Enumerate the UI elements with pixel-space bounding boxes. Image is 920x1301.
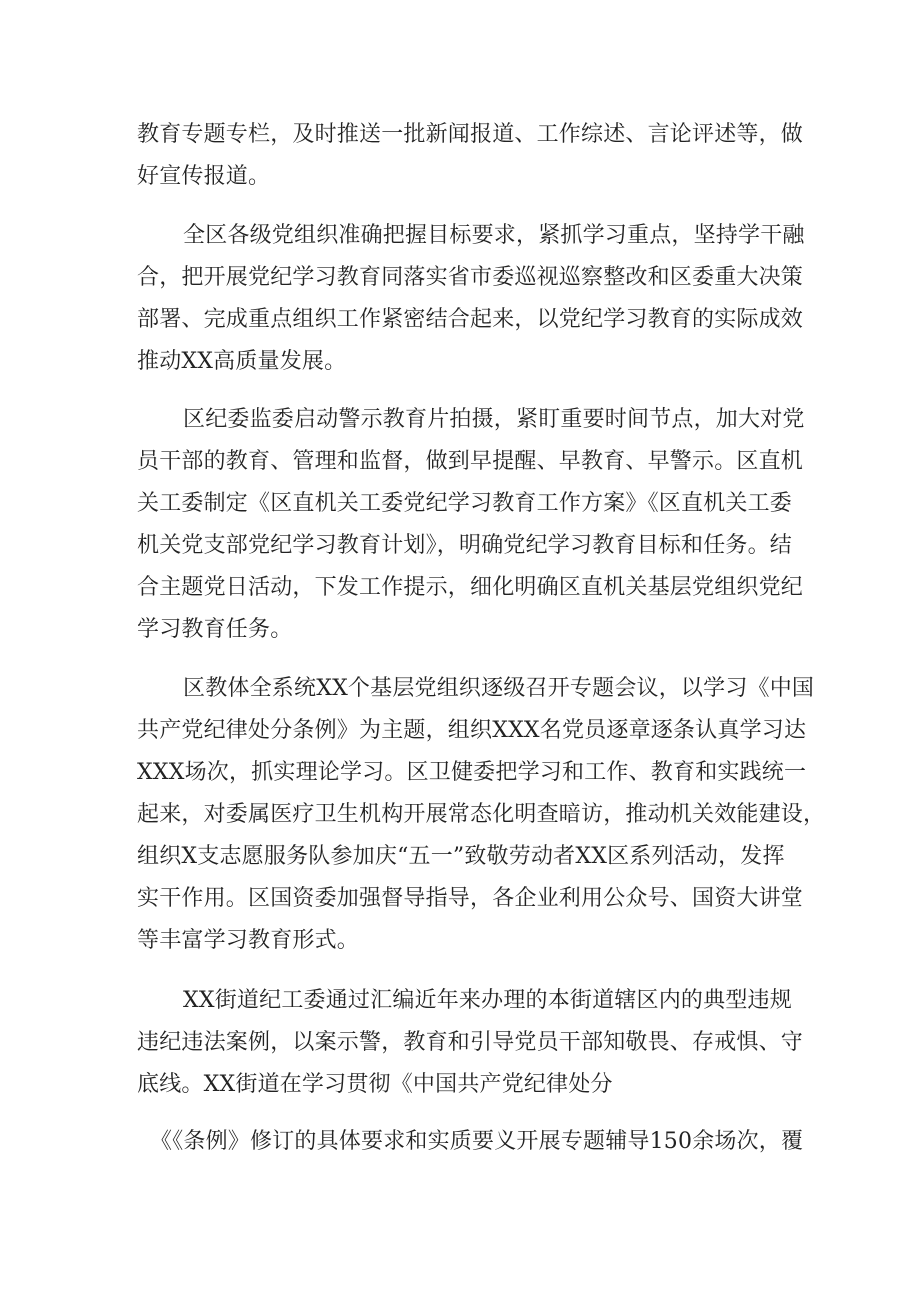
paragraph-3-line-1: 区纪委监委启动警示教育片拍摄，紧盯重要时间节点，加大对党 [183, 407, 805, 432]
paragraph-4-line-2: 共产党纪律处分条例》为主题，组织XXX名党员逐章逐条认真学习达 [137, 718, 807, 743]
paragraph-3-line-4: 机关党支部党纪学习教育计划》，明确党纪学习教育目标和任务。结 [137, 533, 793, 558]
paragraph-3-line-5: 合主题党日活动，下发工作提示，细化明确区直机关基层党组织党纪 [137, 575, 804, 600]
paragraph-2-line-2: 合，把开展党纪学习教育同落实省市委巡视巡察整改和区委重大决策 [137, 265, 804, 290]
paragraph-4-line-5: 组织X支志愿服务队参加庆“五一”致敬劳动者XX区系列活动，发挥 [137, 844, 785, 869]
paragraph-1-line-2: 好宣传报道。 [137, 164, 271, 189]
paragraph-2-line-4: 推动XX高质量发展。 [137, 349, 347, 374]
paragraph-4-line-4: 起来，对委属医疗卫生机构开展常态化明查暗访，推动机关效能建设， [137, 802, 826, 827]
paragraph-5-line-1: XX街道纪工委通过汇编近年来办理的本街道辖区内的典型违规 [183, 988, 792, 1013]
paragraph-5-line-2: 违纪违法案例，以案示警，教育和引导党员干部知敬畏、存戒惧、守 [137, 1030, 804, 1055]
paragraph-1-line-1: 教育专题专栏，及时推送一批新闻报道、工作综述、言论评述等，做 [137, 122, 804, 147]
paragraph-5-line-4: 《《条例》修订的具体要求和实质要义开展专题辅导150余场次，覆 [150, 1129, 804, 1154]
paragraph-5-line-3: 底线。XX街道在学习贯彻《中国共产党纪律处分 [137, 1072, 613, 1097]
paragraph-4-line-6: 实干作用。区国资委加强督导指导，各企业利用公众号、国资大讲堂 [137, 886, 804, 911]
paragraph-4-line-3: XXX场次，抓实理论学习。区卫健委把学习和工作、教育和实践统一 [137, 760, 807, 785]
paragraph-3-line-6: 学习教育任务。 [137, 617, 293, 642]
paragraph-4-line-1: 区教体全系统XX个基层党组织逐级召开专题会议，以学习《中国 [183, 676, 815, 701]
paragraph-2-line-1: 全区各级党组织准确把握目标要求，紧抓学习重点，坚持学干融 [183, 223, 805, 248]
paragraph-3-line-2: 员干部的教育、管理和监督，做到早提醒、早教育、早警示。区直机 [137, 449, 804, 474]
paragraph-4-line-7: 等丰富学习教育形式。 [137, 928, 360, 953]
paragraph-3-line-3: 关工委制定《区直机关工委党纪学习教育工作方案》《区直机关工委 [137, 491, 793, 516]
paragraph-2-line-3: 部署、完成重点组织工作紧密结合起来，以党纪学习教育的实际成效 [137, 307, 804, 332]
